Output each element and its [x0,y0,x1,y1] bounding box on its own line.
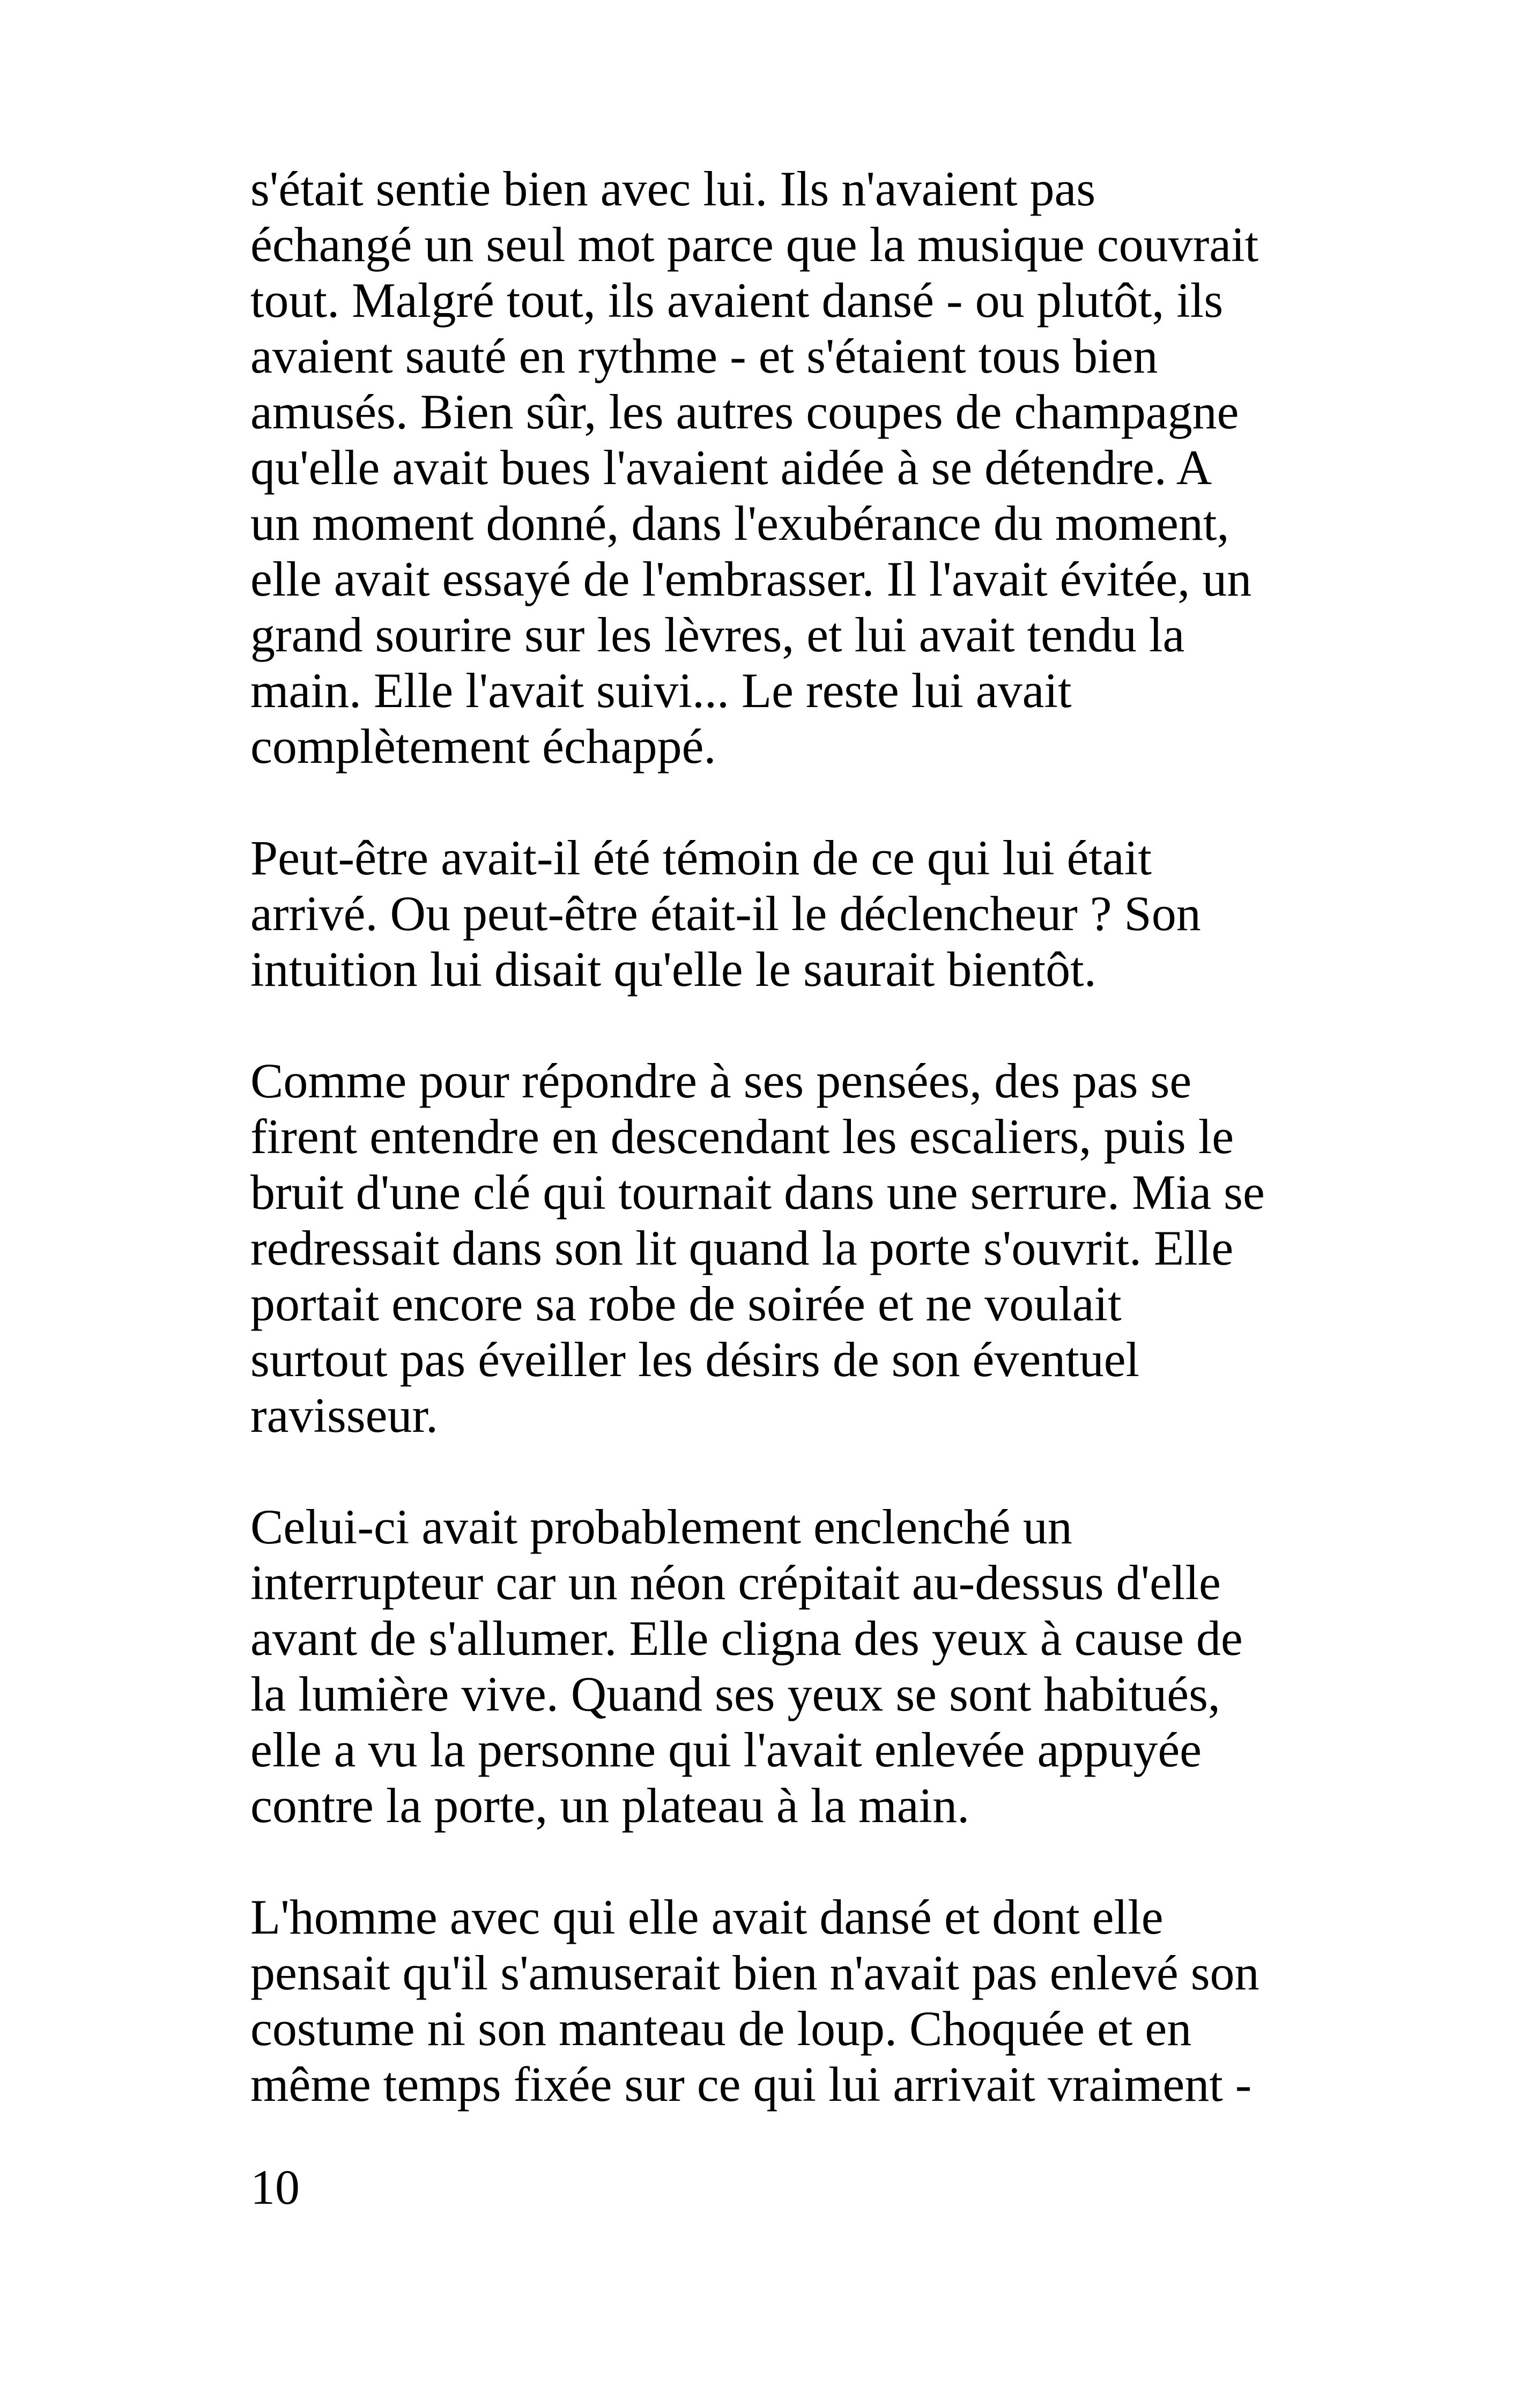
paragraph [250,830,1519,997]
text-line: ravisseur. [250,1388,439,1443]
text-line: amusés. Bien sûr, les autres coupes de champagne [250,384,1239,439]
text-line: arrivé. Ou peut-être était-il le déclencheur ? Son [250,886,1201,941]
text-line: bruit d'une clé qui tournait dans une serrure. Mia se [250,1165,1265,1220]
text-line: Celui-ci avait probablement enclenché un [250,1499,1072,1554]
text-line: un moment donné, dans l'exubérance du moment, [250,496,1229,551]
text-line: échangé un seul mot parce que la musique couvrait [250,217,1259,272]
text-line: surtout pas éveiller les désirs de son éventuel [250,1332,1140,1387]
paragraph [250,161,1519,774]
text-line: Peut-être avait-il été témoin de ce qui lui était [250,830,1152,885]
paragraph [250,1889,1519,2112]
text-line: contre la porte, un plateau à la main. [250,1778,970,1833]
text-line: la lumière vive. Quand ses yeux se sont habitués, [250,1667,1220,1721]
text-line: portait encore sa robe de soirée et ne voulait [250,1276,1122,1331]
page-number: 10 [250,2160,300,2214]
paragraph [250,1499,1519,1833]
text-line: qu'elle avait bues l'avaient aidée à se détendre. A [250,440,1212,495]
text-line: avaient sauté en rythme - et s'étaient tous bien [250,329,1158,383]
text-line: intuition lui disait qu'elle le saurait bientôt. [250,942,1096,997]
text-line: Comme pour répondre à ses pensées, des pas se [250,1053,1192,1108]
text-line: même temps fixée sur ce qui lui arrivait vraiment - [250,2057,1252,2112]
text-line: avant de s'allumer. Elle cligna des yeux à cause de [250,1611,1243,1666]
text-line: grand sourire sur les lèvres, et lui avait tendu la [250,607,1185,662]
text-line: tout. Malgré tout, ils avaient dansé - ou plutôt, ils [250,273,1224,328]
body-text [250,161,1519,2168]
text-line: L'homme avec qui elle avait dansé et dont elle [250,1890,1164,1944]
text-line: firent entendre en descendant les escaliers, puis le [250,1109,1234,1164]
text-line: s'était sentie bien avec lui. Ils n'avaient pas [250,161,1096,216]
text-line: main. Elle l'avait suivi... Le reste lui avait [250,663,1072,718]
text-line: pensait qu'il s'amuserait bien n'avait pas enlevé son [250,1945,1259,2000]
paragraph [250,1053,1519,1443]
text-line: costume ni son manteau de loup. Choquée et en [250,2001,1192,2056]
text-line: redressait dans son lit quand la porte s'ouvrit. Elle [250,1221,1234,1275]
text-line: complètement échappé. [250,719,716,774]
text-line: interrupteur car un néon crépitait au-dessus d'elle [250,1555,1221,1610]
text-line: elle a vu la personne qui l'avait enlevée appuyée [250,1722,1202,1777]
text-line: elle avait essayé de l'embrasser. Il l'avait évitée, un [250,552,1252,606]
